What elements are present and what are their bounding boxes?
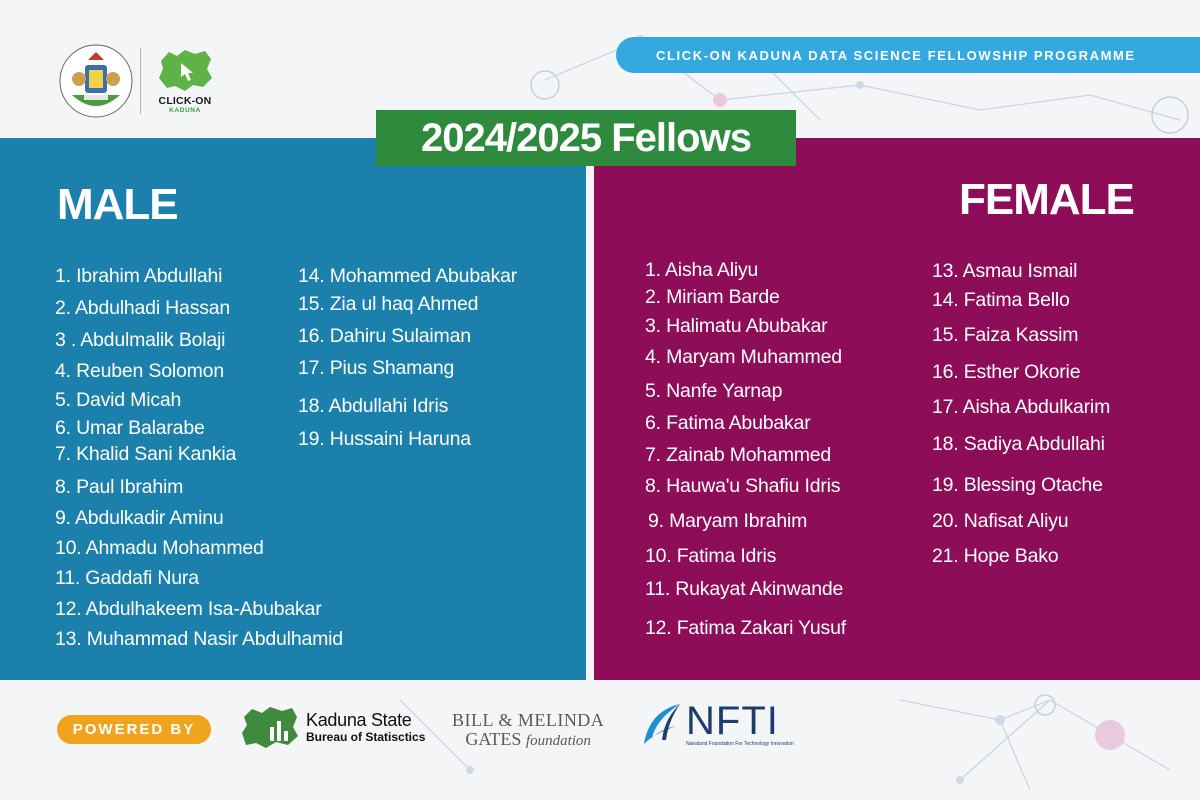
gates-line-1: BILL & MELINDA (452, 710, 605, 730)
female-fellow-9: 9. Maryam Ibrahim (648, 510, 808, 532)
female-fellow-3: 3. Halimatu Abubakar (645, 315, 828, 337)
female-heading: FEMALE (959, 175, 1134, 224)
male-fellow-2: 2. Abdulhadi Hassan (55, 297, 231, 319)
male-fellow-3: 3 . Abdulmalik Bolaji (55, 329, 226, 351)
female-fellow-17: 17. Aisha Abdulkarim (932, 396, 1111, 418)
male-fellow-18: 18. Abdullahi Idris (298, 395, 449, 417)
male-heading: MALE (57, 180, 178, 229)
male-fellow-4: 4. Reuben Solomon (55, 360, 224, 382)
clickon-logo-name: CLICK-ON (158, 95, 212, 107)
male-fellow-1: 1. Ibrahim Abdullahi (55, 265, 223, 287)
male-fellow-9: 9. Abdulkadir Aminu (55, 507, 224, 529)
female-fellow-15: 15. Faiza Kassim (932, 324, 1079, 346)
female-fellow-21: 21. Hope Bako (932, 545, 1059, 567)
male-fellow-16: 16. Dahiru Sulaiman (298, 325, 471, 347)
male-fellow-5: 5. David Micah (55, 389, 182, 411)
female-fellow-12: 12. Fatima Zakari Yusuf (645, 617, 846, 639)
female-fellow-8: 8. Hauwa'u Shafiu Idris (645, 475, 841, 497)
male-fellow-12: 12. Abdulhakeem Isa-Abubakar (55, 598, 322, 620)
programme-banner: CLICK-ON KADUNA DATA SCIENCE FELLOWSHIP PROGRAMME (616, 37, 1200, 73)
kaduna-map-icon (155, 47, 215, 93)
female-fellow-2: 2. Miriam Barde (645, 286, 780, 308)
male-fellow-11: 11. Gaddafi Nura (55, 567, 199, 589)
female-fellow-10: 10. Fatima Idris (645, 545, 777, 567)
nfti-logo (640, 700, 794, 748)
female-fellow-18: 18. Sadiya Abdullahi (932, 433, 1105, 455)
female-fellow-13: 13. Asmau Ismail (932, 260, 1078, 282)
female-fellow-5: 5. Nanfe Yarnap (645, 380, 783, 402)
nfti-subtitle: Nairaland Foundation For Technology Innovation (686, 741, 794, 747)
male-fellow-14: 14. Mohammed Abubakar (298, 265, 518, 287)
female-fellow-4: 4. Maryam Muhammed (645, 346, 842, 368)
clickon-kaduna-logo (149, 47, 221, 115)
female-fellow-1: 1. Aisha Aliyu (645, 259, 759, 281)
female-fellow-19: 19. Blessing Otache (932, 474, 1103, 496)
female-fellow-16: 16. Esther Okorie (932, 361, 1081, 383)
kdbs-name: Kaduna State (306, 709, 412, 730)
nfti-name: NFTI (686, 699, 779, 743)
male-fellow-17: 17. Pius Shamang (298, 357, 455, 379)
page-title: 2024/2025 Fellows (376, 110, 796, 166)
male-fellow-6: 6. Umar Balarabe (55, 417, 205, 439)
male-fellow-15: 15. Zia ul haq Ahmed (298, 293, 479, 315)
clickon-logo-sub: KADUNA (169, 107, 201, 114)
female-fellow-6: 6. Fatima Abubakar (645, 412, 811, 434)
kaduna-bureau-statistics-logo (240, 705, 425, 749)
female-fellow-11: 11. Rukayat Akinwande (645, 578, 844, 600)
gates-line-2: GATES (465, 729, 522, 749)
male-fellow-19: 19. Hussaini Haruna (298, 428, 471, 450)
male-fellow-10: 10. Ahmadu Mohammed (55, 537, 264, 559)
kdbs-subtitle: Bureau of Statisctics (306, 729, 426, 744)
gates-foundation-word: foundation (525, 733, 591, 749)
powered-by-badge: POWERED BY (57, 715, 211, 744)
male-fellow-13: 13. Muhammad Nasir Abdulhamid (55, 628, 343, 650)
kaduna-state-seal-icon (58, 43, 134, 119)
female-fellow-20: 20. Nafisat Aliyu (932, 510, 1069, 532)
female-fellow-7: 7. Zainab Mohammed (645, 444, 832, 466)
nfti-leaf-icon (640, 700, 684, 748)
female-fellow-14: 14. Fatima Bello (932, 289, 1070, 311)
male-fellow-7: 7. Khalid Sani Kankia (55, 443, 237, 465)
male-fellow-8: 8. Paul Ibrahim (55, 476, 184, 498)
kaduna-map-chart-icon (240, 705, 300, 749)
gates-foundation-logo (452, 711, 604, 751)
logo-divider (140, 48, 141, 114)
header-logos (58, 40, 221, 122)
